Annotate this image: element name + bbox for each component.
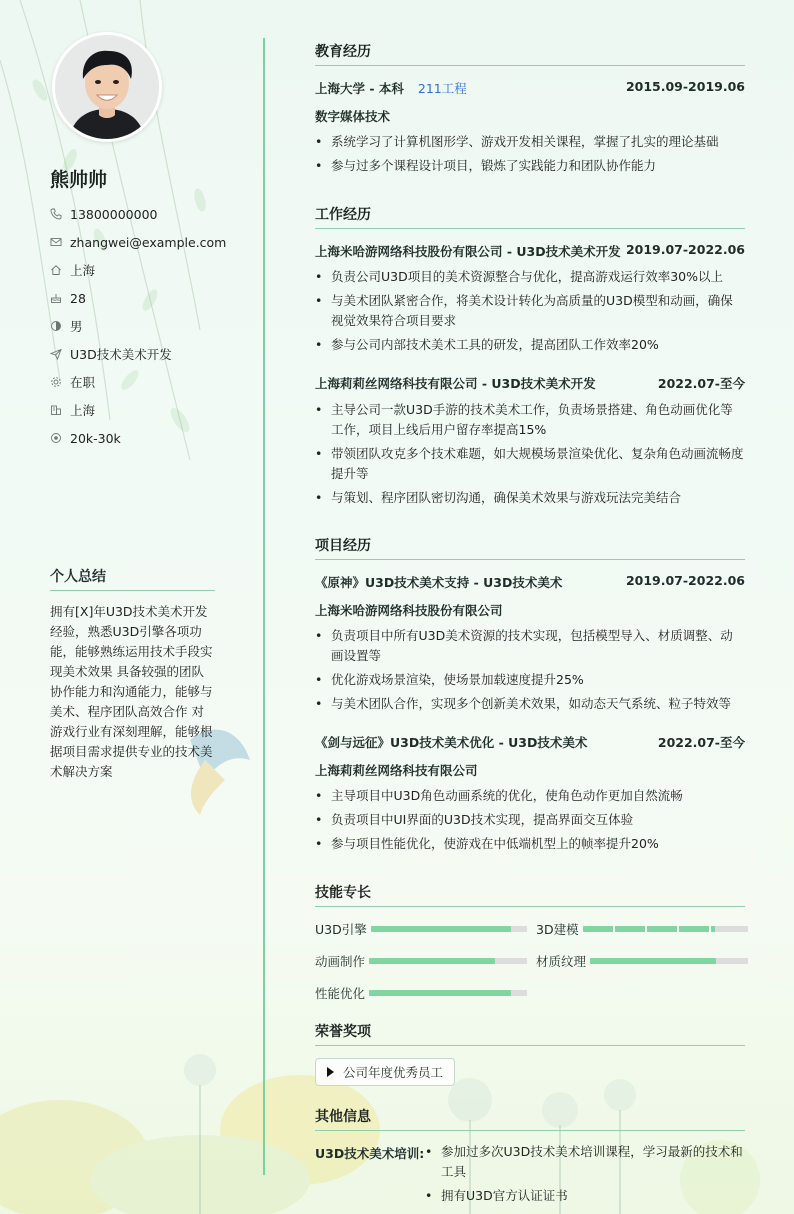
work-entry-title: 上海莉莉丝网络科技有限公司 - U3D技术美术开发 [315, 376, 596, 391]
list-item: • 与策划、程序团队密切沟通，确保美术效果与游戏玩法完美结合 [315, 488, 745, 508]
mail-icon [50, 235, 70, 249]
list-item: • 拥有U3D官方认证证书 [425, 1186, 745, 1206]
other-title: 其他信息 [315, 1106, 745, 1131]
skill-name: 动画制作 [315, 954, 366, 969]
summary-text: 拥有[X]年U3D技术美术开发经验，熟悉U3D引擎各项功能，能够熟练运用技术手段实现美术效果 具备较强的团队协作能力和沟通能力，能够与美术、程序团队高效合作 对游戏行业有深刻理解，能够根据项目需求提供专业的技术美术解决方案 [50, 604, 213, 779]
list-item: • 与美术团队紧密合作，将美术设计转化为高质量的U3D模型和动画，确保视觉效果符合项目要求 [315, 291, 745, 331]
skill-bar-fill [583, 926, 715, 932]
education-tag: 211工程 [417, 81, 467, 96]
building-icon [50, 403, 70, 417]
contact-position [50, 340, 260, 368]
skill-bar-fill [369, 958, 495, 964]
summary-title: 个人总结 [50, 566, 215, 591]
skill-bar-fill [590, 958, 716, 964]
list-item: • 负责项目中所有U3D美术资源的技术实现，包括模型导入、材质调整、动画设置等 [315, 626, 745, 666]
award-text: 公司年度优秀员工 [343, 1065, 444, 1080]
contact-salary-text: 20k-30k [70, 430, 121, 446]
project-entry-bullets [315, 626, 745, 718]
contact-gender-text: 男 [70, 319, 83, 334]
work-entry-bullets [315, 400, 745, 512]
contact-gender [50, 312, 260, 340]
avatar [52, 32, 162, 142]
project-entry-date: 2019.07-2022.06 [625, 573, 745, 588]
skill-name: 材质纹理 [536, 954, 587, 969]
project-entry-date: 2022.07-至今 [657, 735, 745, 750]
plane-icon [50, 347, 70, 361]
list-item: • 主导公司一款U3D手游的技术美术工作，负责场景搭建、角色动画优化等工作，项目上线后用户留存率提高15% [315, 400, 745, 440]
skill-item [315, 952, 527, 970]
list-item: • 带领团队攻克多个技术难题，如大规模场景渲染优化、复杂角色动画流畅度提升等 [315, 444, 745, 484]
education-date: 2015.09-2019.06 [625, 79, 745, 94]
education-major: 数字媒体技术 [315, 109, 391, 124]
gear-icon [50, 375, 70, 389]
work-entry-title: 上海米哈游网络科技股份有限公司 - U3D技术美术开发 [315, 244, 621, 259]
project-entry-title: 《剑与远征》U3D技术美术优化 - U3D技术美术 [315, 735, 588, 750]
skill-item [536, 952, 748, 970]
column-divider [263, 38, 265, 1175]
award-badge [315, 1058, 455, 1086]
skill-name: 3D建模 [536, 922, 579, 937]
skill-bar [583, 926, 748, 932]
coin-icon [50, 431, 70, 445]
work-title: 工作经历 [315, 204, 745, 229]
contact-location-text: 上海 [70, 263, 96, 278]
contact-position-text: U3D技术美术开发 [70, 347, 172, 362]
work-entry-date: 2019.07-2022.06 [625, 242, 745, 257]
play-icon [327, 1067, 334, 1077]
skill-item [536, 920, 748, 938]
skill-bar-fill [371, 926, 511, 932]
contact-phone-text: 13800000000 [70, 206, 158, 222]
contact-email-text: zhangwei@example.com [70, 234, 227, 250]
contact-list [50, 200, 260, 452]
person-name: 熊帅帅 [50, 169, 108, 191]
contact-age-text: 28 [70, 290, 86, 306]
skill-bar [369, 990, 527, 996]
list-item: • 负责项目中UI界面的U3D技术实现，提高界面交互体验 [315, 810, 745, 830]
other-bullets [425, 1142, 745, 1210]
skill-name: 性能优化 [315, 986, 366, 1001]
work-entry-head [315, 374, 745, 392]
education-bullets [315, 132, 745, 180]
other-label: U3D技术美术培训: [315, 1146, 425, 1161]
contact-status-text: 在职 [70, 375, 96, 390]
education-school: 上海大学 - 本科 [315, 81, 404, 96]
home-icon [50, 263, 70, 277]
project-entry-head [315, 733, 745, 751]
list-item: • 参加过多次U3D技术美术培训课程，学习最新的技术和工具 [425, 1142, 745, 1182]
list-item: • 与美术团队合作，实现多个创新美术效果，如动态天气系统、粒子特效等 [315, 694, 745, 714]
contact-city [50, 396, 260, 424]
list-item: • 参与公司内部技术美术工具的研发，提高团队工作效率20% [315, 335, 745, 355]
contact-location [50, 256, 260, 284]
project-company: 上海米哈游网络科技股份有限公司 [315, 603, 503, 618]
project-entry-head [315, 573, 745, 591]
cake-icon [50, 291, 70, 305]
skill-name: U3D引擎 [315, 922, 367, 937]
list-item: • 主导项目中U3D角色动画系统的优化，使角色动作更加自然流畅 [315, 786, 745, 806]
skill-bar [590, 958, 748, 964]
contact-email [50, 228, 260, 256]
skill-item [315, 920, 527, 938]
list-item: • 负责公司U3D项目的美术资源整合与优化，提高游戏运行效率30%以上 [315, 267, 745, 287]
project-company: 上海莉莉丝网络科技有限公司 [315, 763, 478, 778]
project-entry-title: 《原神》U3D技术美术支持 - U3D技术美术 [315, 575, 563, 590]
education-title: 教育经历 [315, 41, 745, 66]
contact-age [50, 284, 260, 312]
work-entry-date: 2022.07-至今 [657, 376, 745, 391]
education-entry-head [315, 79, 745, 97]
avatar-portrait-icon [55, 35, 159, 139]
gender-icon [50, 319, 70, 333]
project-entry-bullets [315, 786, 745, 858]
contact-city-text: 上海 [70, 403, 96, 418]
phone-icon [50, 207, 70, 221]
skills-title: 技能专长 [315, 882, 745, 907]
contact-phone [50, 200, 260, 228]
list-item: • 参与过多个课程设计项目，锻炼了实践能力和团队协作能力 [315, 156, 745, 176]
skill-item [315, 984, 527, 1002]
awards-title: 荣誉奖项 [315, 1021, 745, 1046]
list-item: • 优化游戏场景渲染，使场景加载速度提升25% [315, 670, 745, 690]
list-item: • 参与项目性能优化，使游戏在中低端机型上的帧率提升20% [315, 834, 745, 854]
projects-title: 项目经历 [315, 535, 745, 560]
contact-salary [50, 424, 260, 452]
sidebar [0, 0, 264, 1214]
work-entry-head [315, 242, 745, 260]
skill-bar-fill [369, 990, 511, 996]
list-item: • 系统学习了计算机图形学、游戏开发相关课程，掌握了扎实的理论基础 [315, 132, 745, 152]
education-school-wrap [315, 79, 467, 97]
skill-bar [371, 926, 527, 932]
contact-status [50, 368, 260, 396]
work-entry-bullets [315, 267, 745, 359]
skill-bar [369, 958, 527, 964]
